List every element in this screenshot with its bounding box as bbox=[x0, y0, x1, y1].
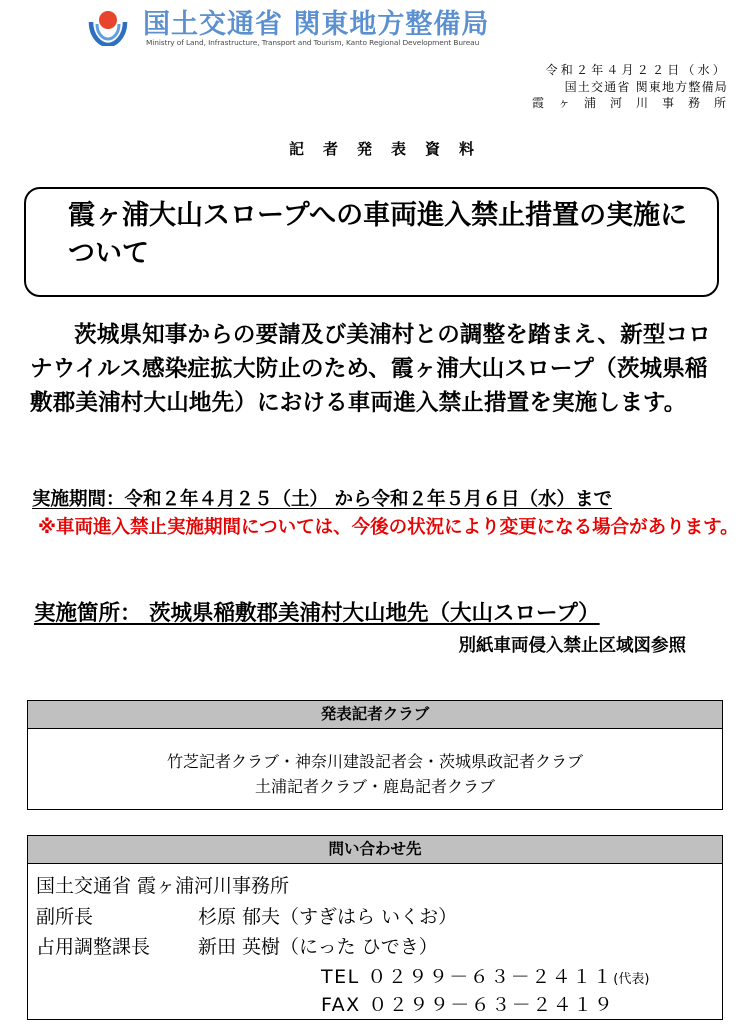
press-clubs-line: 竹芝記者クラブ・神奈川建設記者会・茨城県政記者クラブ bbox=[166, 752, 583, 771]
contact-tel bbox=[321, 962, 649, 989]
body-paragraph: 茨城県知事からの要請及び美浦村との調整を踏まえ、新型コロナウイルス感染症拡大防止のため、霞ヶ浦大山スロープ（茨城県稲敷郡美浦村大山地先）における車両進入禁止措置を実施します。 bbox=[30, 322, 711, 416]
issuer-block bbox=[531, 62, 740, 112]
implementation-location: 実施箇所： 茨城県稲敷郡美浦村大山地先（大山スロープ） bbox=[34, 601, 600, 626]
press-clubs-heading: 発表記者クラブ bbox=[28, 701, 722, 729]
press-clubs-table bbox=[27, 700, 723, 810]
mlit-logo-icon bbox=[88, 4, 128, 46]
tel-number: TEL ０２９９－６３－２４１１ bbox=[321, 966, 614, 988]
contact-name: 杉原 郁夫（すぎはら いくお） bbox=[198, 906, 458, 928]
tel-note: (代表) bbox=[613, 972, 650, 987]
change-note: ※車両進入禁止実施期間については、今後の状況により変更になる場合があります。 bbox=[38, 517, 739, 538]
press-clubs-list bbox=[28, 729, 722, 799]
org-name: 国土交通省 関東地方整備局 bbox=[143, 9, 490, 40]
contact-fax: FAX ０２９９－６３－２４１９ bbox=[321, 994, 615, 1016]
contact-office: 国土交通省 霞ヶ浦河川事務所 bbox=[36, 875, 290, 897]
implementation-period: 実施期間：令和２年４月２５（土） から令和２年５月６日（水）まで bbox=[32, 489, 612, 510]
issuer-ministry: 国土交通省 関東地方整備局 bbox=[564, 79, 728, 94]
issue-date: 令和２年４月２２日（水） bbox=[545, 63, 728, 77]
location-reference: 別紙車両侵入禁止区域図参照 bbox=[458, 636, 686, 656]
press-clubs-line: 土浦記者クラブ・鹿島記者クラブ bbox=[254, 777, 495, 796]
contact-name: 新田 英樹（にった ひでき） bbox=[198, 936, 438, 958]
contact-role: 副所長 bbox=[36, 906, 94, 928]
contact-role: 占用調整課長 bbox=[36, 936, 151, 958]
title-box bbox=[24, 187, 719, 297]
contact-table bbox=[27, 835, 723, 1020]
doc-type: 記者発表資料 bbox=[288, 140, 493, 158]
issuer-office: 霞ヶ浦河川事務所 bbox=[531, 96, 740, 110]
contact-heading: 問い合わせ先 bbox=[28, 836, 722, 864]
page-title: 霞ヶ浦大山スロープへの車両進入禁止措置の実施について bbox=[68, 200, 688, 269]
org-name-en: Ministry of Land, Infrastructure, Transport and Tourism, Kanto Regional Development Bureau bbox=[146, 38, 480, 47]
